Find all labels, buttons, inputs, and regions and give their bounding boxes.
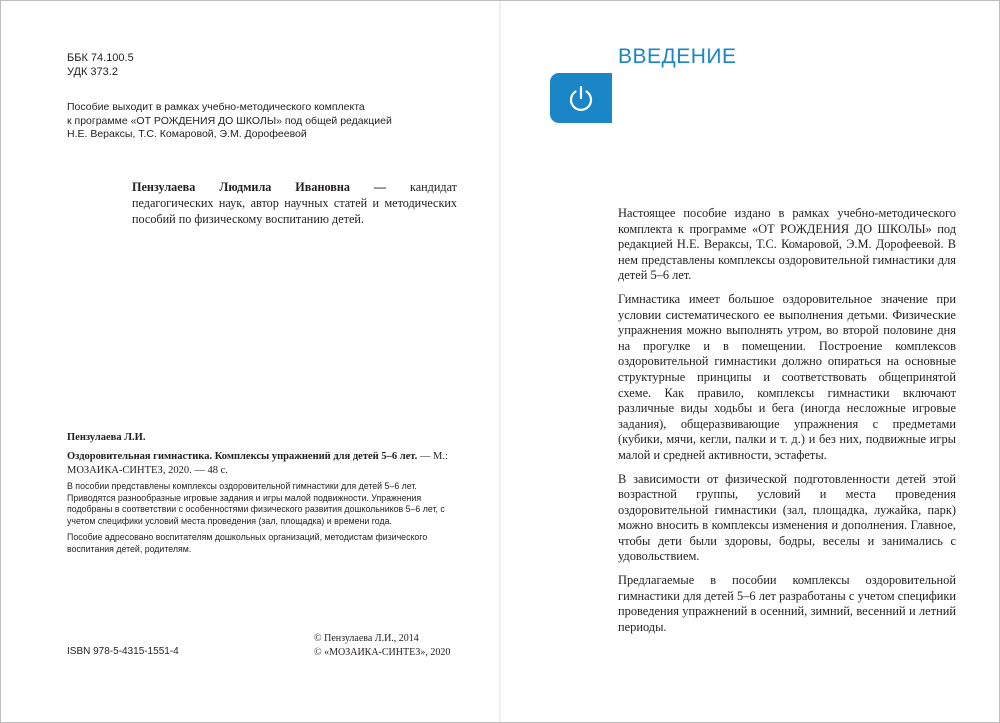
series-note-line: к программе «ОТ РОЖДЕНИЯ ДО ШКОЛЫ» под общей редакцией <box>67 114 392 127</box>
intro-paragraph: Предлагаемые в пособии комплексы оздоровительной гимнастики для детей 5–6 лет разработаны с учетом специфики проведения упражнений в осенний, зимний, весенний и летний периоды. <box>618 573 956 634</box>
copyright-line: © Пензулаева Л.И., 2014 <box>314 633 419 644</box>
power-icon <box>565 82 597 114</box>
series-note <box>67 101 427 142</box>
left-page <box>1 1 500 722</box>
chapter-badge <box>550 73 612 123</box>
author-note <box>132 179 457 228</box>
intro-paragraph: В зависимости от физической подготовленности детей этой возрастной группы, условий и места проведения оздоровительной гимнастики (зал, площадка, лужайка, парк) можно вносить в комплексы изменения и дополнения. Главное, чтобы дети были здоровы, бодры, веселы и занимались с удовольствием. <box>618 471 956 564</box>
abstract-paragraph: В пособии представлены комплексы оздоровительной гимнастики для детей 5–6 лет. Приводятся разнообразные игровые задания и игры малой подвижности. Упражнения подобраны в соответствии с особенностями физического развития дошкольников 5–6 лет, с учетом специфики условий места проведения (зал, площадка) и времени года. <box>67 481 445 526</box>
series-note-line: Н.Е. Вераксы, Т.С. Комаровой, Э.М. Дорофеевой <box>67 128 307 140</box>
biblio-record <box>67 450 462 478</box>
intro-paragraph: Настоящее пособие издано в рамках учебно-методического комплекта к программе «ОТ РОЖДЕНИЯ ДО ШКОЛЫ» под редакцией Н.Е. Вераксы, Т.С. Комаровой, Э.М. Дорофеевой. В нем представлены комплексы оздоровительной гимнастики для детей 5–6 лет. <box>618 206 956 283</box>
biblio-title: Оздоровительная гимнастика. Комплексы упражнений для детей 5–6 лет. <box>67 451 418 462</box>
copyright-line: © «МОЗАИКА-СИНТЕЗ», 2020 <box>314 647 451 658</box>
author-description: кандидат педагогических наук, автор научных статей и методических пособий по физическому воспитанию детей. <box>132 180 457 227</box>
intro-paragraph: Гимнастика имеет большое оздоровительное значение при условии систематического ее выполнения детьми. Физические упражнения можно выполнять утром, во второй половине дня на прогулке и в помещении. Построение комплексов оздоровительной гимнастики должно опираться на основные структурные принципы и соответствовать общепринятой схеме. Как правило, комплексы гимнастики включают различные виды ходьбы и бега (иногда несложные игровые задания), общеразвивающие упражнения с предметами (кубики, мячи, кегли, палки и т. д.) и без них, подвижные игры малой и средней активности, эстафеты. <box>618 291 956 462</box>
copyright-block <box>314 632 450 660</box>
abstract <box>67 481 462 561</box>
biblio-author: Пензулаева Л.И. <box>67 432 146 443</box>
chapter-title: ВВЕДЕНИЕ <box>618 45 737 68</box>
biblio-imprint: — М.: МОЗАИКА-СИНТЕЗ, 2020. — 48 с. <box>67 451 448 476</box>
series-note-line: Пособие выходит в рамках учебно-методического комплекта <box>67 101 365 113</box>
abstract-paragraph: Пособие адресовано воспитателям дошкольных организаций, методистам физического воспитания детей, родителям. <box>67 532 428 554</box>
udk-code: УДК 373.2 <box>67 66 118 78</box>
isbn: ISBN 978-5-4315-1551-4 <box>67 646 179 657</box>
classification-codes <box>67 51 134 79</box>
intro-text <box>618 206 956 643</box>
author-name: Пензулаева Людмила Ивановна — <box>132 180 387 194</box>
right-page <box>500 1 999 722</box>
bbk-code: ББК 74.100.5 <box>67 52 134 64</box>
